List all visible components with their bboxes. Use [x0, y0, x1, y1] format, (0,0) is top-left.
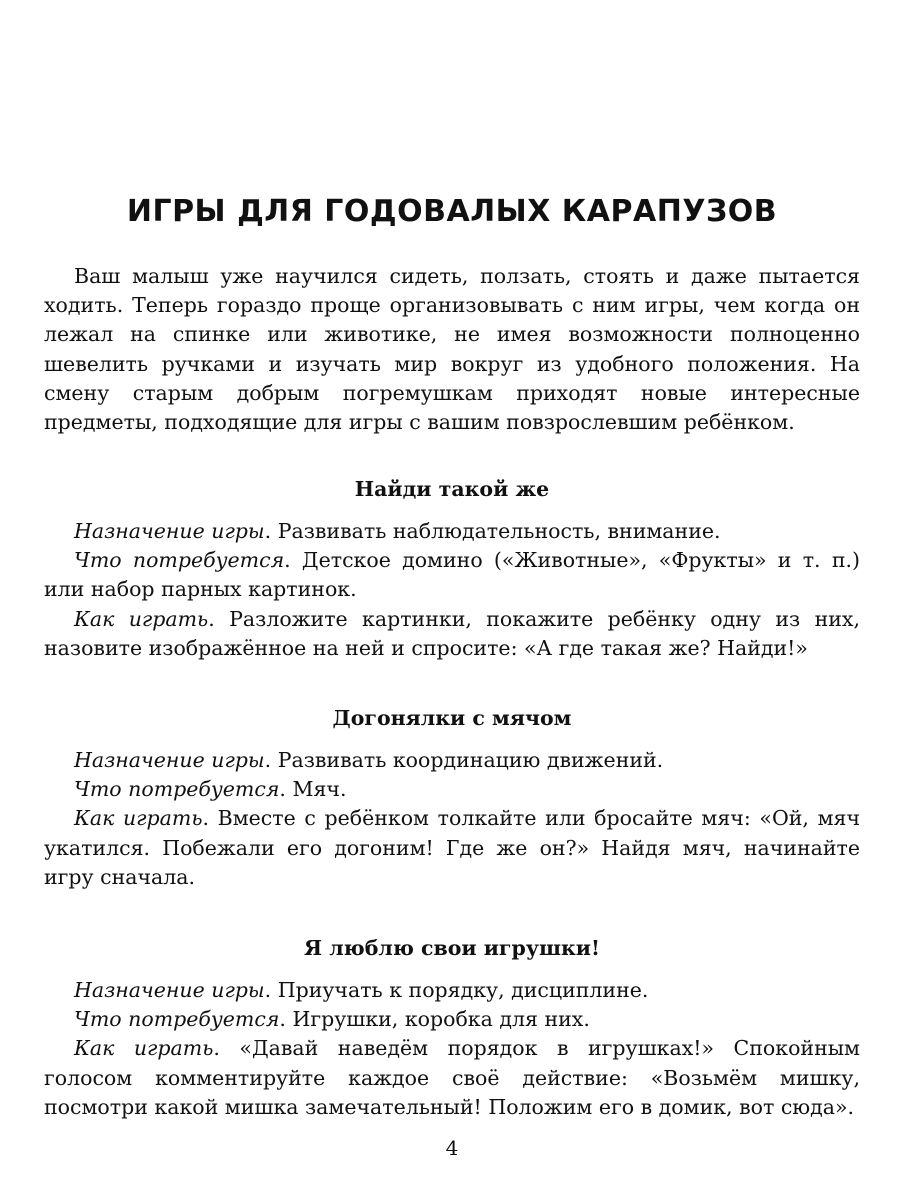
needs-text: Мяч.	[285, 777, 347, 802]
needs-label: Что потребуется	[74, 548, 285, 573]
page-number: 4	[445, 1136, 459, 1160]
purpose-label: Назначение игры	[74, 748, 265, 772]
game-howto: Как играть. Разложите картинки, покажите ребёнку одну из них, назовите изображённое на ней и спросите: «А где такая же? Найди!»	[44, 606, 860, 660]
document-page	[44, 0, 860, 1200]
howto-label: Как играть	[74, 1036, 214, 1061]
game-section-ball-chase	[44, 704, 860, 892]
game-needs: Что потребуется. Мяч.	[74, 777, 347, 802]
purpose-text: Развивать координацию движений.	[271, 748, 664, 772]
game-title: Догонялки с мячом	[332, 706, 572, 730]
purpose-text: Развивать наблюдательность, внимание.	[271, 519, 721, 543]
needs-label: Что потребуется	[74, 1007, 280, 1032]
howto-text: Вместе с ребёнком толкайте или бросайте мяч: «Ой, мяч укатился. Побежали его догоним! Где же он?» Найдя мяч, начинайте игру сначала.	[44, 806, 860, 889]
game-section-find-same	[44, 475, 860, 663]
game-purpose: Назначение игры. Развивать наблюдательность, внимание.	[74, 519, 721, 543]
howto-text: «Давай наведём порядок в игрушках!» Спокойным голосом комментируйте каждое своё действие: «Возьмём мишку, посмотри какой мишка замечательный! Положим его в домик, вот сюда».	[44, 1036, 860, 1119]
needs-label: Что потребуется	[74, 777, 280, 802]
game-section-love-toys	[44, 934, 860, 1122]
game-needs: Что потребуется. Детское домино («Животные», «Фрукты» и т. п.) или набор парных картинок.	[44, 548, 860, 602]
game-purpose: Назначение игры. Развивать координацию движений.	[74, 748, 664, 772]
game-howto: Как играть. Вместе с ребёнком толкайте или бросайте мяч: «Ой, мяч укатился. Побежали его догоним! Где же он?» Найдя мяч, начинайте игру сначала.	[44, 806, 860, 889]
purpose-label: Назначение игры	[74, 519, 265, 543]
page-title: ИГРЫ ДЛЯ ГОДОВАЛЫХ КАРАПУЗОВ	[126, 194, 778, 229]
game-purpose: Назначение игры. Приучать к порядку, дисциплине.	[74, 978, 649, 1002]
purpose-label: Назначение игры	[74, 978, 265, 1002]
intro-paragraph: Ваш малыш уже научился сидеть, ползать, стоять и даже пытается ходить. Теперь гораздо проще организовывать с ним игры, чем когда он лежал на спинке или животике, не имея возможности полноценно шевелить ручками и изучать мир вокруг из удобного положения. На смену старым добрым погремушкам приходят новые интересные предметы, подходящие для игры с вашим повзрослевшим ребёнком.	[44, 264, 860, 435]
howto-text: Разложите картинки, покажите ребёнку одну из них, назовите изображённое на ней и спросите: «А где такая же? Найди!»	[44, 606, 860, 660]
game-needs: Что потребуется. Игрушки, коробка для них.	[74, 1007, 590, 1032]
needs-text: Детское домино («Животные», «Фрукты» и т. п.) или набор парных картинок.	[44, 548, 860, 602]
needs-text: Игрушки, коробка для них.	[285, 1007, 590, 1032]
game-title: Я люблю свои игрушки!	[304, 936, 600, 960]
game-howto: Как играть. «Давай наведём порядок в игрушках!» Спокойным голосом комментируйте каждое своё действие: «Возьмём мишку, посмотри какой мишка замечательный! Положим его в домик, вот сюда».	[44, 1036, 860, 1119]
game-title: Найди такой же	[354, 477, 550, 501]
purpose-text: Приучать к порядку, дисциплине.	[271, 978, 649, 1002]
howto-label: Как играть	[74, 606, 209, 631]
howto-label: Как играть	[74, 806, 203, 831]
